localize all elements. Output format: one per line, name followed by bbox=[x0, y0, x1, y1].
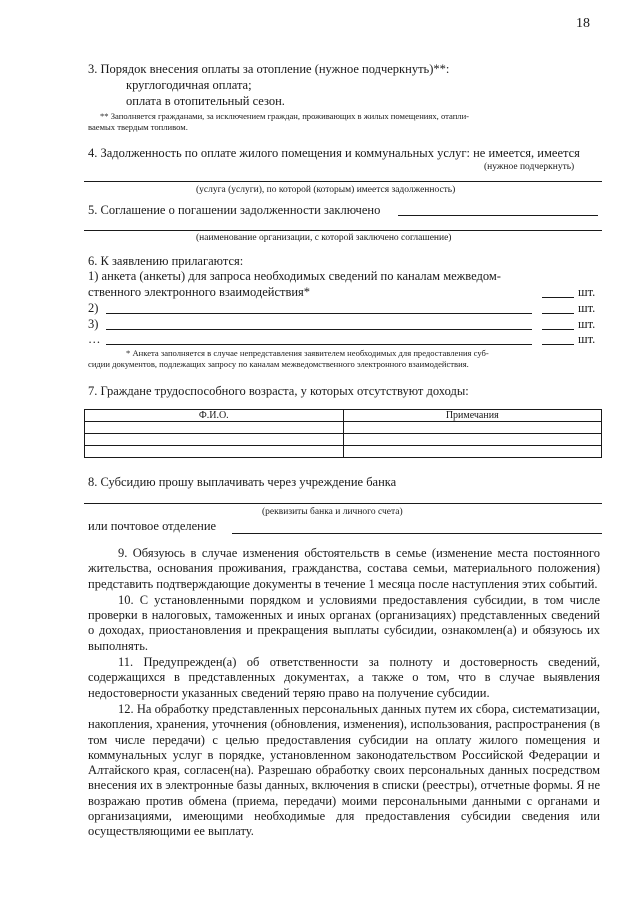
no-income-citizens-table bbox=[84, 409, 602, 458]
paragraph-9: 9. Обязуюсь в случае изменения обстоятельств в семье (изменение места постоянного жительства, основания проживания, гражданства, состава семьи, материального положения) представить подтверждающие документы в течение 1 месяца после наступления этих событий. bbox=[88, 546, 600, 591]
table-header-row bbox=[85, 410, 602, 422]
section-3-footnote-line1: ** Заполняется гражданами, за исключением граждан, проживающих в жилых помещениях, отапли- bbox=[100, 111, 470, 121]
paragraph-12: 12. На обработку представленных персональных данных путем их сбора, систематизации, накопления, хранения, уточнения (обновления, изменения), использования, распространения (в том числе передачи) с целью предоставления субсидии на оплату жилого помещения и коммунальных услуг в порядке, установленном законодательством Российской Федерации и Алтайского края, согласен(на). Разрешаю обработку своих персональных данных посредством внесения их в электронные базы данных, включения в списки (реестры), отчетные формы. Я не возражаю против обмена (приема, передачи) моими персональными данными с органами и организациями, имеющими необходимые для предоставления субсидии сведения или осуществляющими ее выплату. bbox=[88, 701, 600, 839]
paragraph-10: 10. С установленными порядком и условиями предоставления субсидии, в том числе проверки в налоговых, таможенных и иных органах (организациях) представленных сведений о доходах, приостановления и прекращения выплаты субсидии, ознакомлен(а) и обязуюсь их выполнять. bbox=[88, 592, 600, 653]
section-6-item1-line2: ственного электронного взаимодействия* bbox=[88, 285, 311, 299]
section-5-text: 5. Соглашение о погашении задолженности заключено bbox=[88, 203, 381, 217]
table-cell[interactable] bbox=[343, 422, 602, 434]
section-6-footnote-line1: * Анкета заполняется в случае непредставления заявителем необходимых для предоставления суб- bbox=[126, 348, 489, 358]
section-8-post-office-field[interactable] bbox=[232, 533, 602, 534]
section-6-item3-label: 3) bbox=[88, 317, 99, 331]
section-8-bank-line[interactable] bbox=[84, 503, 602, 504]
table-row bbox=[85, 434, 602, 446]
page-number: 18 bbox=[576, 16, 590, 31]
table-row bbox=[85, 446, 602, 458]
section-5-organization-line[interactable] bbox=[84, 230, 602, 231]
table-cell[interactable] bbox=[343, 446, 602, 458]
section-6-item-more-label: … bbox=[88, 332, 101, 346]
section-6-item1-line1: 1) анкета (анкеты) для запроса необходимых сведений по каналам межведом- bbox=[88, 269, 501, 283]
declarations-block bbox=[88, 546, 600, 840]
section-4-text: 4. Задолженность по оплате жилого помещения и коммунальных услуг: не имеется, имеется bbox=[88, 146, 580, 160]
section-6-unit-2: шт. bbox=[578, 301, 596, 315]
section-6-item3-field[interactable] bbox=[106, 329, 532, 330]
column-header-fio: Ф.И.О. bbox=[85, 410, 344, 422]
section-6-item-more-count[interactable] bbox=[542, 344, 574, 345]
section-6-item-more-field[interactable] bbox=[106, 344, 532, 345]
section-6-unit-3: шт. bbox=[578, 317, 596, 331]
table-cell[interactable] bbox=[85, 446, 344, 458]
section-6-item3-count[interactable] bbox=[542, 329, 574, 330]
table-cell[interactable] bbox=[85, 422, 344, 434]
section-6-item2-label: 2) bbox=[88, 301, 99, 315]
section-3-heading: 3. Порядок внесения оплаты за отопление (нужное подчеркнуть)**: bbox=[88, 62, 450, 76]
section-3-option-year-round: круглогодичная оплата; bbox=[126, 78, 252, 92]
section-3-option-heating-season: оплата в отопительный сезон. bbox=[126, 94, 285, 108]
section-5-caption: (наименование организации, с которой заключено соглашение) bbox=[196, 233, 452, 243]
table-row bbox=[85, 422, 602, 434]
section-6-unit-1: шт. bbox=[578, 285, 596, 299]
section-8-caption: (реквизиты банка и личного счета) bbox=[262, 507, 403, 517]
section-8-text: 8. Субсидию прошу выплачивать через учреждение банка bbox=[88, 475, 397, 489]
section-6-footnote-line2: сидии документов, подлежащих запросу по каналам межведомственного электронного взаимодействия. bbox=[88, 359, 469, 369]
table-cell[interactable] bbox=[343, 434, 602, 446]
section-6-item2-field[interactable] bbox=[106, 313, 532, 314]
section-6-item1-count[interactable] bbox=[542, 297, 574, 298]
section-3-footnote-line2: ваемых твердым топливом. bbox=[88, 122, 188, 132]
section-7-heading: 7. Граждане трудоспособного возраста, у которых отсутствуют доходы: bbox=[88, 384, 469, 398]
section-4-caption: (услуга (услуги), по которой (которым) имеется задолженность) bbox=[196, 185, 456, 195]
section-6-heading: 6. К заявлению прилагаются: bbox=[88, 254, 244, 268]
section-4-debt-line[interactable] bbox=[84, 181, 602, 182]
section-8-post-label: или почтовое отделение bbox=[88, 519, 217, 533]
paragraph-11: 11. Предупрежден(а) об ответственности за полноту и достоверность сведений, содержащихся в представленных документах, а также о том, что в случае выявления недостоверности указанных сведений теряю право на получение субсидии. bbox=[88, 655, 600, 700]
table-cell[interactable] bbox=[85, 434, 344, 446]
section-5-agreement-field[interactable] bbox=[398, 215, 598, 216]
column-header-notes: Примечания bbox=[343, 410, 602, 422]
section-6-unit-4: шт. bbox=[578, 332, 596, 346]
section-6-item2-count[interactable] bbox=[542, 313, 574, 314]
section-4-hint: (нужное подчеркнуть) bbox=[484, 162, 575, 172]
